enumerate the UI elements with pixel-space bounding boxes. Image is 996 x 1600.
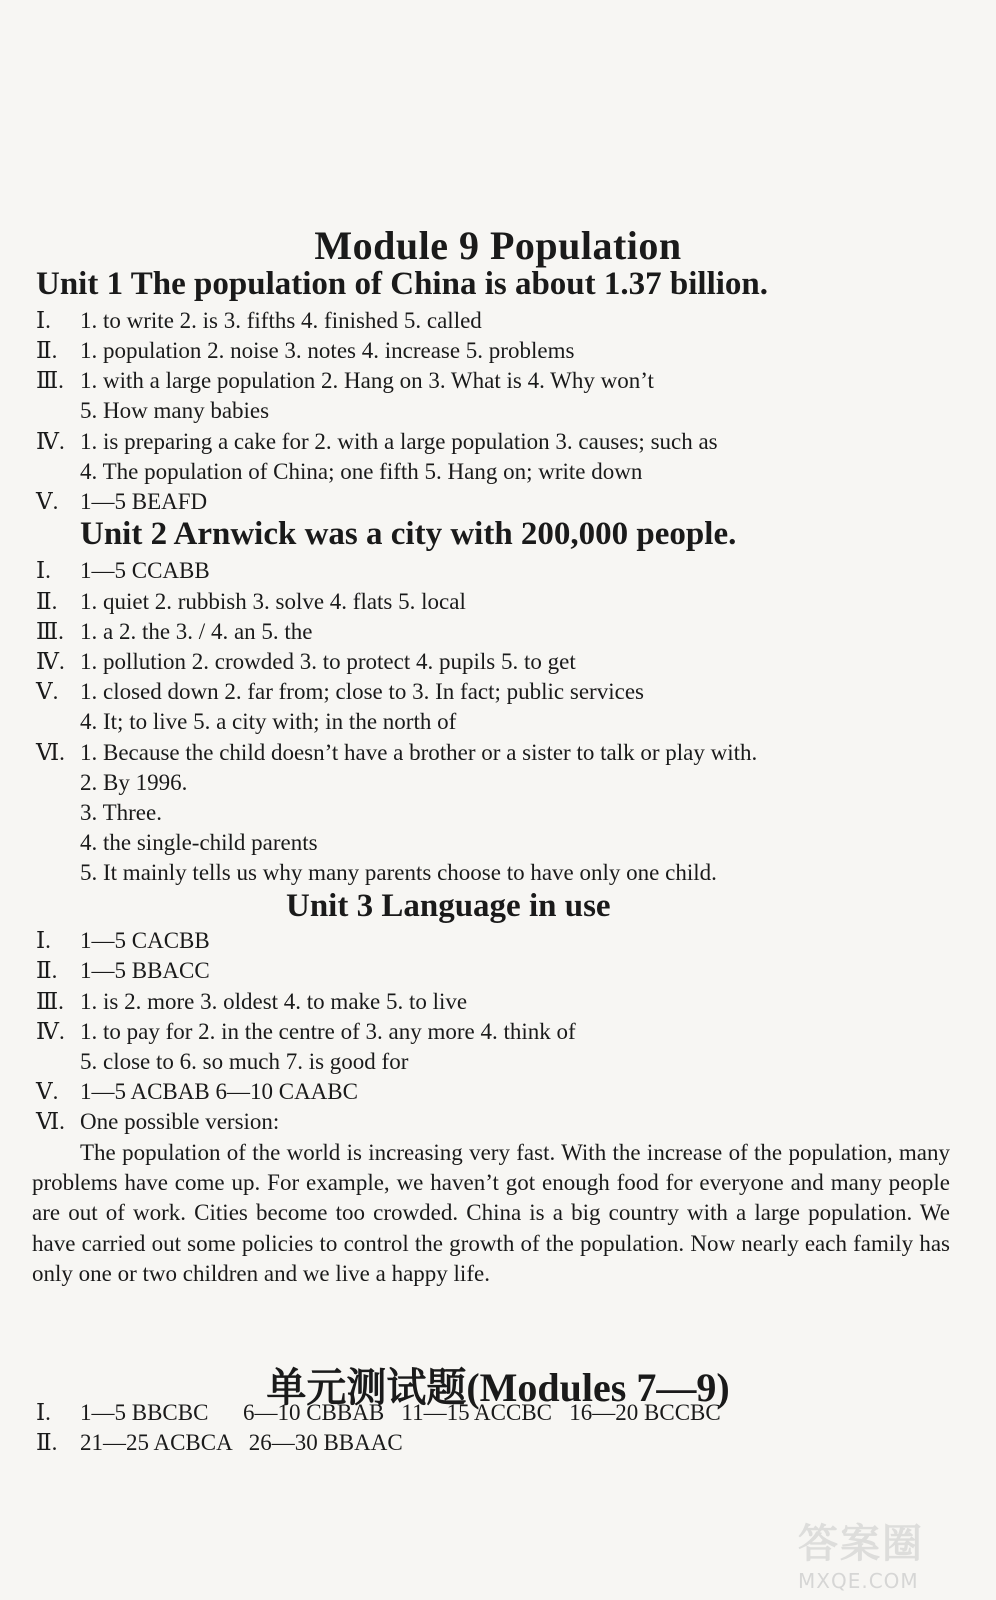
unit2-title: Unit 2 Arnwick was a city with 200,000 people. bbox=[80, 516, 737, 552]
unit1-line: 5. How many babies bbox=[80, 398, 270, 423]
unit2-line: 4. the single-child parents bbox=[80, 830, 318, 855]
unit3-line: Ⅲ. 1. is 2. more 3. oldest 4. to make 5. to live bbox=[36, 989, 468, 1014]
watermark-logo-text: 答案圈 bbox=[798, 1521, 924, 1567]
watermark-url: MXQE.COM bbox=[798, 1569, 919, 1593]
unit2-line: 4. It; to live 5. a city with; in the north of bbox=[80, 709, 457, 734]
test-line: Ⅱ. 21—25 ACBCA 26—30 BBAAC bbox=[36, 1430, 403, 1455]
unit2-line: 3. Three. bbox=[80, 800, 162, 825]
unit3-line: Ⅵ. One possible version: bbox=[36, 1109, 280, 1134]
unit1-line: Ⅲ. 1. with a large population 2. Hang on 3. What is 4. Why won’t bbox=[36, 368, 654, 393]
unit2-line: Ⅵ. 1. Because the child doesn’t have a brother or a sister to talk or play with. bbox=[36, 740, 758, 765]
test-title: 单元测试题(Modules 7—9) bbox=[266, 1365, 730, 1410]
module-title: Module 9 Population bbox=[314, 223, 682, 268]
unit1-line: Ⅴ. 1—5 BEAFD bbox=[36, 489, 208, 514]
site-watermark bbox=[798, 1512, 978, 1592]
unit3-line: Ⅴ. 1—5 ACBAB 6—10 CAABC bbox=[36, 1079, 358, 1104]
unit2-line: Ⅴ. 1. closed down 2. far from; close to 3. In fact; public services bbox=[36, 679, 644, 704]
essay-paragraph: The population of the world is increasing very fast. With the increase of the population, many problems have come up. For example, we haven’t got enough food for everyone and many people are out of work. Cities become too crowded. China is a big country with a large population. We have carried out some policies to control the growth of the population. Now nearly each family has only one or two children and we live a happy life. bbox=[32, 1140, 950, 1286]
unit1-line: Ⅱ. 1. population 2. noise 3. notes 4. increase 5. problems bbox=[36, 338, 575, 363]
unit2-line: Ⅰ. 1—5 CCABB bbox=[36, 558, 210, 583]
unit1-line: Ⅰ. 1. to write 2. is 3. fifths 4. finished 5. called bbox=[36, 308, 482, 333]
unit2-line: 5. It mainly tells us why many parents choose to have only one child. bbox=[80, 860, 717, 885]
unit2-line: Ⅱ. 1. quiet 2. rubbish 3. solve 4. flats 5. local bbox=[36, 589, 466, 614]
unit1-line: Ⅳ. 1. is preparing a cake for 2. with a large population 3. causes; such as bbox=[36, 429, 718, 454]
unit3-line: Ⅱ. 1—5 BBACC bbox=[36, 958, 210, 983]
unit2-line: 2. By 1996. bbox=[80, 770, 188, 795]
unit3-title: Unit 3 Language in use bbox=[286, 888, 611, 924]
unit2-line: Ⅲ. 1. a 2. the 3. / 4. an 5. the bbox=[36, 619, 313, 644]
test-line: Ⅰ. 1—5 BBCBC 6—10 CBBAB 11—15 ACCBC 16—20 BCCBC bbox=[36, 1400, 721, 1425]
unit1-title: Unit 1 The population of China is about 1.37 billion. bbox=[36, 266, 769, 302]
unit2-line: Ⅳ. 1. pollution 2. crowded 3. to protect 4. pupils 5. to get bbox=[36, 649, 576, 674]
unit3-line: Ⅰ. 1—5 CACBB bbox=[36, 928, 210, 953]
unit3-line: Ⅳ. 1. to pay for 2. in the centre of 3. any more 4. think of bbox=[36, 1019, 576, 1044]
unit1-line: 4. The population of China; one fifth 5. Hang on; write down bbox=[80, 459, 643, 484]
unit3-line: 5. close to 6. so much 7. is good for bbox=[80, 1049, 409, 1074]
